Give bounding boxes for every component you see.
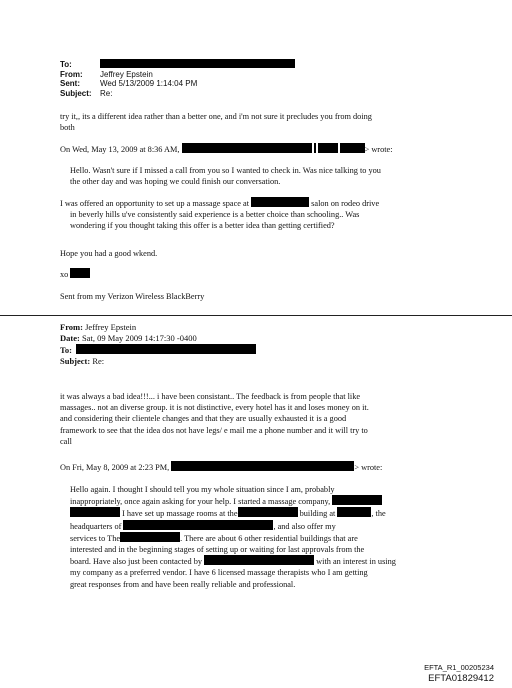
- offer-line: in beverly hills u've consistently said experience is a better choice than schooling.. Was: [70, 210, 360, 220]
- offer-line: wondering if you thought taking this offer is a better idea than getting certified?: [70, 221, 335, 231]
- quote-text: board. Have also just been contacted by: [70, 557, 203, 567]
- redaction-box: [314, 143, 316, 153]
- from-value: Jeffrey Epstein: [100, 69, 153, 79]
- subject-label: Subject:: [60, 356, 91, 366]
- redaction-box: [340, 143, 365, 153]
- redaction-box: [70, 268, 90, 278]
- quote-line: Hello again. I thought I should tell you my whole situation since I am, probably: [70, 485, 335, 494]
- quote-line: [70, 555, 396, 567]
- body-line: both: [60, 123, 75, 133]
- quote-text: . There are about 6 other residential buildings that are: [180, 533, 358, 543]
- from-row: [60, 70, 295, 80]
- redaction-box: [100, 59, 295, 68]
- offer-text: salon on rodeo drive: [311, 199, 380, 208]
- quote-text: inappropriately, once again asking for your help. I started a massage company,: [70, 497, 331, 507]
- date-value: Sat, 09 May 2009 14:17:30 -0400: [81, 333, 197, 343]
- bates-number-1: EFTA_R1_00205234: [424, 663, 494, 672]
- date-label: Date:: [60, 333, 80, 343]
- sent-row: [60, 79, 295, 89]
- quote-text: with an interest in using: [316, 557, 396, 567]
- from-label: From:: [60, 69, 83, 79]
- quote-line: [70, 520, 396, 532]
- offer-text: I was offered an opportunity to set up a massage space at: [60, 199, 250, 208]
- to-label: To:: [60, 345, 72, 355]
- quote-line: Hello. Wasn't sure if I missed a call from you so I wanted to check in. Was nice talking to you: [70, 166, 381, 175]
- date-row: [60, 333, 256, 344]
- redaction-box: [171, 461, 354, 471]
- quote-intro-text: On Fri, May 8, 2009 at 2:23 PM,: [60, 463, 170, 472]
- quote-wrote-text: > wrote:: [364, 145, 393, 154]
- email1-offer-paragraph: [60, 197, 379, 232]
- redaction-box: [251, 197, 309, 207]
- email-header-2: [60, 322, 256, 367]
- redaction-box: [318, 143, 338, 153]
- quote-line: [70, 507, 396, 519]
- body-line: it was always a bad idea!!!... i have been consistant.. The feedback is from people that like: [60, 392, 361, 401]
- quote-text: , the: [371, 509, 386, 519]
- subject-label: Subject:: [60, 88, 92, 98]
- email1-body: [60, 111, 372, 133]
- email-header-1: [60, 59, 295, 98]
- quote-text: services to The: [70, 533, 121, 543]
- body-line: try it,, its a different idea rather than a better one, and i'm not sure it precludes you from doing: [60, 112, 372, 121]
- quote-wrote-text: > wrote:: [354, 463, 383, 472]
- bates-number-2: EFTA01829412: [428, 673, 494, 684]
- redaction-box: [238, 507, 298, 517]
- xo-text: xo: [60, 270, 69, 279]
- redaction-box: [120, 532, 180, 542]
- redaction-box: [70, 507, 120, 517]
- body-line: and considering their clientele changes and that they are usually exhausted it is a good: [60, 414, 347, 424]
- to-label: To:: [60, 60, 72, 69]
- redaction-box: [204, 555, 314, 565]
- quote-text: I have set up massage rooms at the: [122, 509, 238, 519]
- redaction-box: [123, 520, 273, 530]
- body-line: massages.. not an diverse group. it is not distinctive, every hotel has it and loses money on it.: [60, 403, 369, 413]
- email1-quote-intro: [60, 143, 393, 155]
- quote-line: my company as a preferred vendor. I have 6 licensed massage therapists who I am getting: [70, 568, 368, 578]
- redaction-box: [332, 495, 382, 505]
- subject-value: Re:: [100, 88, 113, 98]
- offer-line: [60, 197, 379, 209]
- email2-quote-intro: [60, 461, 382, 473]
- email1-signoff: [60, 268, 90, 280]
- body-line: call: [60, 436, 72, 446]
- to-row: [60, 59, 295, 70]
- redaction-box: [337, 507, 371, 517]
- quote-line: [70, 495, 396, 507]
- message-divider: [0, 315, 512, 316]
- email1-quoted-message: [70, 165, 381, 187]
- body-line: framework to see that the idea dos not have legs/ e mail me a phone number and it will try to: [60, 425, 368, 435]
- subject-row: [60, 89, 295, 99]
- redaction-box: [182, 143, 312, 153]
- from-row: [60, 322, 256, 333]
- quote-line: the other day and was hoping we could finish our conversation.: [70, 177, 281, 187]
- to-row: [60, 344, 256, 356]
- quote-intro-text: On Wed, May 13, 2009 at 8:36 AM,: [60, 145, 180, 154]
- from-label: From:: [60, 322, 83, 332]
- email2-quoted-message: [70, 484, 396, 590]
- subject-row: [60, 356, 256, 367]
- sent-label: Sent:: [60, 79, 80, 88]
- quote-text: building at: [299, 509, 336, 519]
- email2-body: [60, 391, 369, 447]
- subject-value: Re:: [92, 356, 105, 366]
- quote-line: [70, 532, 396, 544]
- quote-text: headquarters of: [70, 521, 122, 531]
- sent-value: Wed 5/13/2009 1:14:04 PM: [100, 79, 198, 88]
- redaction-box: [76, 344, 256, 354]
- email1-signature: Sent from my Verizon Wireless BlackBerry: [60, 292, 205, 301]
- from-value: Jeffrey Epstein: [85, 322, 137, 332]
- email1-hope: Hope you had a good wkend.: [60, 249, 158, 258]
- quote-line: interested and in the beginning stages of setting up or waiting for last approvals from the: [70, 545, 365, 555]
- quote-text: , and also offer my: [273, 521, 336, 531]
- quote-line: great responses from and have been really reliable and professional.: [70, 579, 296, 589]
